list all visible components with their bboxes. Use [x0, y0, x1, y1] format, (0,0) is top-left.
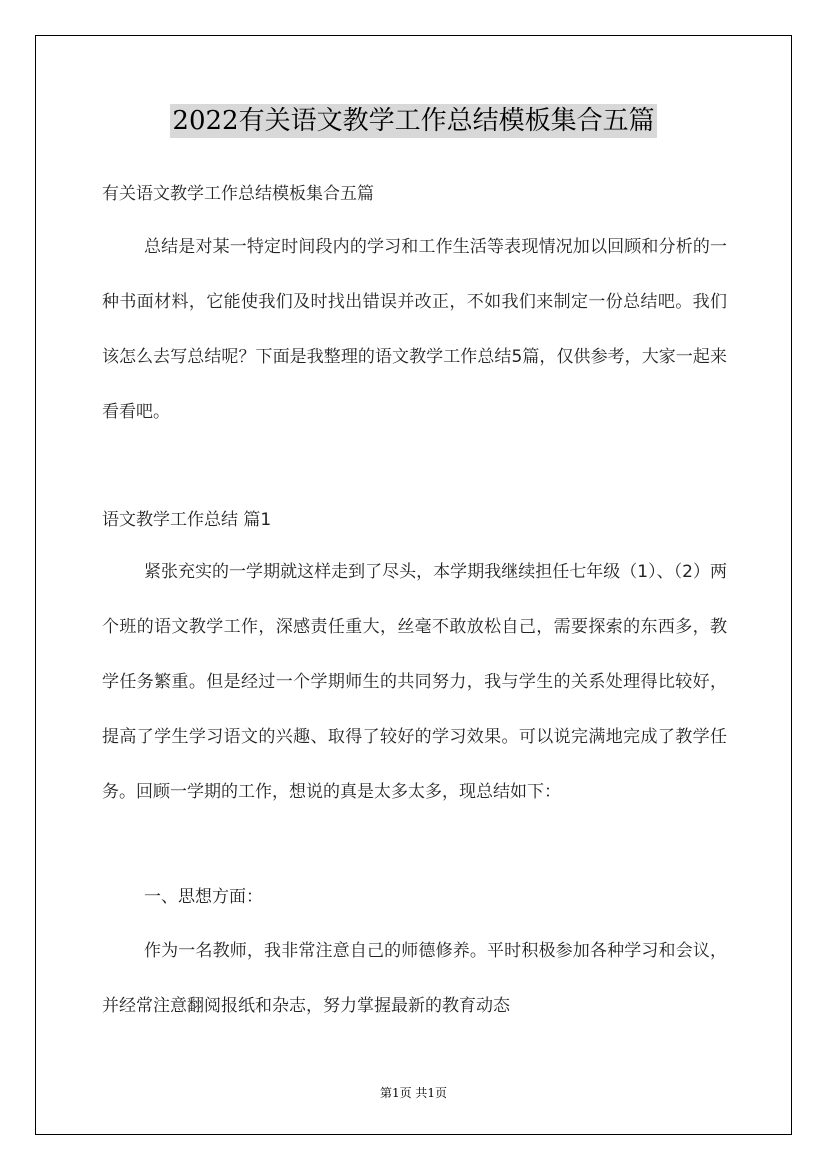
- document-subtitle: 有关语文教学工作总结模板集合五篇: [102, 184, 374, 204]
- subsection-heading: 一、思想方面：: [144, 887, 263, 907]
- page-footer: 第1页 共1页: [379, 1086, 448, 1100]
- section-heading: 语文教学工作总结 篇1: [102, 510, 272, 530]
- document-title: [0, 100, 827, 137]
- subsection-body-paragraph: 作为一名教师，我非常注意自己的师德修养。平时积极参加各种学习和会议，并经常注意翻阅报纸和杂志，努力掌握最新的教育动态: [102, 941, 727, 1016]
- section-body-paragraph: 紧张充实的一学期就这样走到了尽头，本学期我继续担任七年级（1）、（2）两个班的语文教学工作，深感责任重大，丝毫不敢放松自己，需要探索的东西多，教学任务繁重。但是经过一个学期师生的共同努力，我与学生的关系处理得比较好，提高了学生学习语文的兴趣、取得了较好的学习效果。可以说完满地完成了教学任务。回顾一学期的工作，想说的真是太多太多，现总结如下：: [102, 562, 727, 802]
- document-title-text: 2022有关语文教学工作总结模板集合五篇: [172, 106, 655, 136]
- intro-paragraph: 总结是对某一特定时间段内的学习和工作生活等表现情况加以回顾和分析的一种书面材料，它能使我们及时找出错误并改正，不如我们来制定一份总结吧。我们该怎么去写总结呢？下面是我整理的语文教学工作总结5篇，仅供参考，大家一起来看看吧。: [102, 237, 727, 422]
